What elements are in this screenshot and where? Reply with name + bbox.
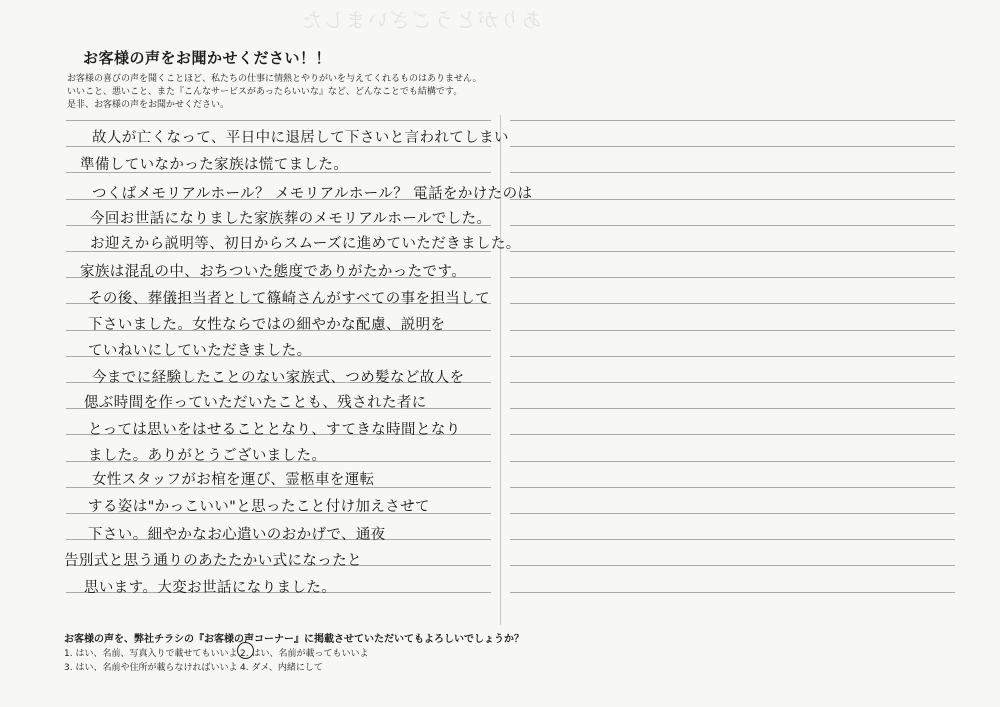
handwritten-line: ました。ありがとうございました。 bbox=[88, 448, 327, 464]
handwritten-line: 下さい。細やかなお心遣いのおかげで、通夜 bbox=[88, 527, 386, 543]
handwritten-line: その後、葬儀担当者として篠崎さんがすべての事を担当して bbox=[88, 291, 491, 307]
form-title: お客様の声をお聞かせください！！ bbox=[83, 49, 332, 67]
handwritten-line: ていねいにしていただきました。 bbox=[88, 343, 312, 359]
consent-option-2[interactable]: 2. はい、名前が載ってもいいよ bbox=[240, 649, 369, 659]
consent-question: お客様の声を、弊社チラシの『お客様の声コーナー』に掲載させていただいてもよろしいでしょうか？ bbox=[64, 634, 524, 645]
handwritten-line: つくばメモリアルホール？ メモリアルホール？ 電話をかけたのは bbox=[92, 186, 533, 202]
consent-option-4[interactable]: 4. ダメ、内緒にして bbox=[240, 663, 323, 673]
handwritten-line: 偲ぶ時間を作っていただいたことも、残された者に bbox=[84, 395, 427, 411]
handwritten-line: 思います。大変お世話になりました。 bbox=[84, 580, 337, 596]
handwritten-line: する姿は"かっこいい"と思ったこと付け加えさせて bbox=[88, 499, 430, 515]
handwritten-line: 告別式と思う通りのあたたかい式になったと bbox=[64, 553, 362, 569]
intro-line: 是非、お客様の声をお聞かせください。 bbox=[67, 100, 230, 110]
handwritten-line: 準備していなかった家族は慌てました。 bbox=[80, 157, 349, 173]
bleed-through-text: ありがとうございました bbox=[300, 8, 542, 32]
consent-option-3[interactable]: 3. はい、名前や住所が載らなければいいよ bbox=[64, 663, 238, 673]
handwritten-line: 故人が亡くなって、平日中に退居して下さいと言われてしまい bbox=[92, 130, 509, 146]
handwritten-line: 今回お世話になりました家族葬のメモリアルホールでした。 bbox=[90, 211, 492, 227]
handwritten-line: お迎えから説明等、初日からスムーズに進めていただきました。 bbox=[90, 236, 521, 252]
intro-line: いいこと、悪いこと、また『こんなサービスがあったらいいな』など、どんなことでも結構です。 bbox=[67, 87, 463, 97]
selected-option-circle bbox=[237, 642, 254, 659]
handwritten-line: 今までに経験したことのない家族式、つめ髪など故人を bbox=[92, 370, 465, 386]
handwritten-line: 女性スタッフがお棺を運び、霊柩車を運転 bbox=[92, 472, 375, 488]
handwritten-line: 家族は混乱の中、おちついた態度でありがたかったです。 bbox=[80, 264, 467, 280]
intro-line: お客様の喜びの声を聞くことほど、私たちの仕事に情熱とやりがいを与えてくれるものはありません。 bbox=[67, 74, 482, 84]
handwritten-line: 下さいました。女性ならではの細やかな配慮、説明を bbox=[88, 317, 446, 333]
consent-option-1[interactable]: 1. はい、名前、写真入りで載せてもいいよ bbox=[64, 649, 238, 659]
handwritten-line: とっては思いをはせることとなり、すてきな時間となり bbox=[88, 422, 461, 438]
